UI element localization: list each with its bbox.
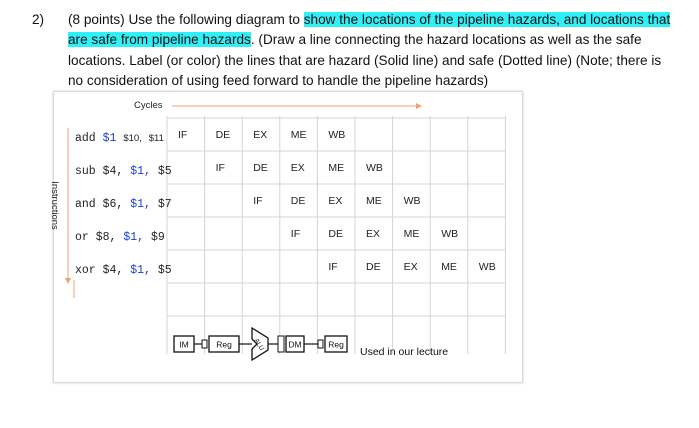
im-block-label: IM [179,339,189,350]
instruction-row [75,132,164,145]
instruction-rt: $5 [157,165,172,178]
instruction-rt: $7 [157,198,172,211]
cycles-arrow-head [416,103,422,109]
stage-wb: WB [328,129,346,141]
instruction-row [75,165,172,178]
stage-ex: EX [403,261,418,273]
question-body [68,10,680,91]
highlighted-text: show the locations of the pipeline hazards, and locations that are safe from pipeline hazards [68,12,671,48]
stage-de: DE [366,261,381,273]
instruction-rs: $1, [130,165,151,178]
instruction-op: and [75,198,96,211]
reg-block-read-label: Reg [216,339,232,350]
stage-de: DE [253,162,268,174]
stage-if: IF [290,228,301,240]
stage-ex: EX [366,228,381,240]
instruction-rs: $1, [130,264,151,277]
question-number: 2) [32,12,45,27]
instruction-op: add [75,132,96,145]
stage-me: ME [290,129,307,141]
stage-wb: WB [478,261,496,273]
diagram-caption: Used in our lecture [360,346,449,358]
instruction-row [75,264,172,277]
stage-de: DE [328,228,343,240]
question-rest: . (Draw a line connecting the hazard locations as well as the safe locations. Label (or color) the lines that are hazard (Solid line) and safe (Dotted line) (Note; there is no consideration of using feed forward to handle the pipeline hazards) [68,32,662,88]
instruction-rs: $1, [130,198,151,211]
stage-ex: EX [328,195,343,207]
stage-if: IF [215,162,225,174]
stage-if: IF [253,195,263,207]
instruction-op: or [75,231,89,244]
register-latch [318,340,323,348]
instruction-rd: $1 [102,132,117,145]
instruction-rd: $6, [102,198,124,211]
stage-if: IF [178,129,188,141]
stage-wb: WB [403,195,421,207]
stage-ex: EX [253,129,268,141]
stage-de: DE [215,129,231,141]
cycles-label: Cycles [134,100,163,111]
instruction-rs: $1, [123,231,145,244]
stage-if: IF [328,261,338,273]
instruction-op: xor [75,264,96,277]
dm-block-label: DM [288,339,302,350]
stage-me: ME [441,261,457,273]
instruction-op: sub [75,165,96,178]
stage-wb: WB [366,162,383,174]
instruction-rt: $5 [157,264,172,277]
stage-ex: EX [290,162,305,174]
instruction-rd: $4, [102,264,124,277]
register-latch [278,336,284,352]
instruction-rs: $10, [123,133,142,144]
stage-de: DE [290,195,306,207]
instruction-rd: $4, [102,165,124,178]
instructions-label: Instructions [48,181,60,230]
alu-label: ALU [252,337,265,352]
instruction-rt: $9 [150,231,165,244]
pipeline-diagram [48,92,522,382]
reg-block-write-label: Reg [328,339,344,350]
question-points: (8 points) Use the following diagram to [68,12,304,27]
instruction-row [75,198,172,211]
instructions-arrow-head [65,278,71,284]
register-latch [202,340,207,348]
stage-me: ME [403,228,420,240]
question-text [32,10,680,91]
stage-me: ME [366,195,382,207]
stage-wb: WB [441,228,459,240]
instruction-row [75,231,165,244]
stage-me: ME [328,162,345,174]
instruction-rd: $8, [95,231,117,244]
instruction-rt: $11 [148,133,164,144]
